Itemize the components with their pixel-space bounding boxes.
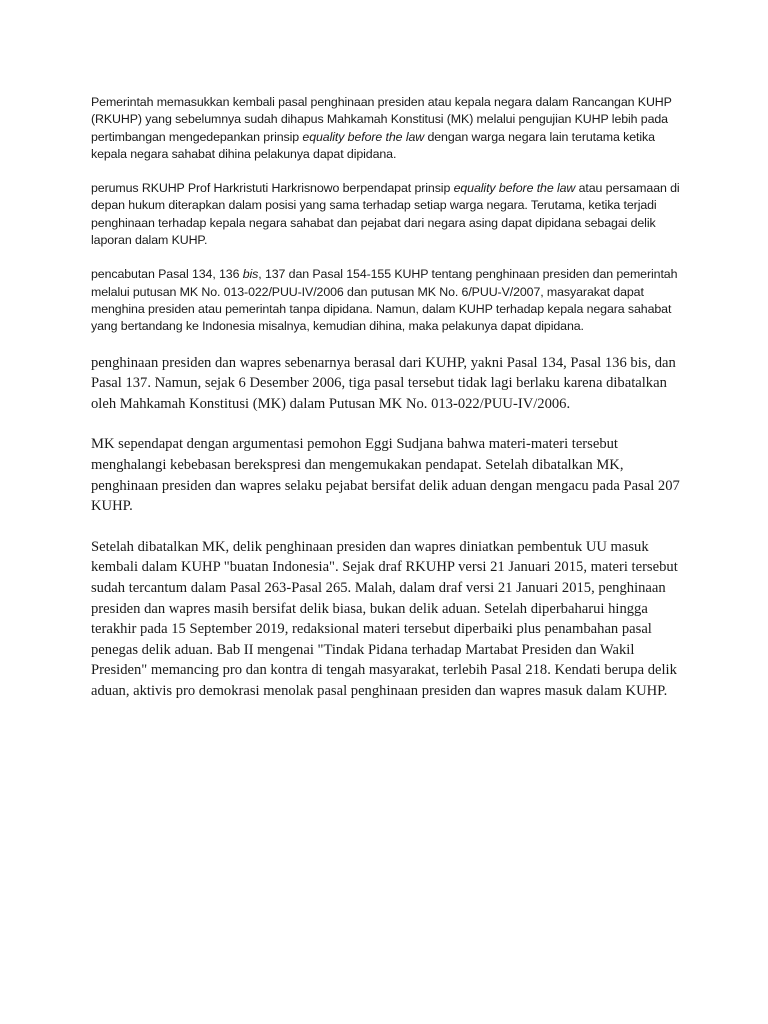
paragraph-4: penghinaan presiden dan wapres sebenarnya berasal dari KUHP, yakni Pasal 134, Pasal 136 bis, dan Pasal 137. Namun, sejak 6 Desember 2006, tiga pasal tersebut tidak lagi berlaku karena dibatalkan oleh Mahkamah Konstitusi (MK) dalam Putusan MK No. 013-022/PUU-IV/2006. — [91, 354, 676, 412]
paragraph-1: Pemerintah memasukkan kembali pasal penghinaan presiden atau kepala negara dalam Rancangan KUHP (RKUHP) yang sebelumnya sudah dihapus Mahkamah Konstitusi (MK) melalui pengujian KUHP lebih pada pertimbangan mengedepankan prinsip equality before the law dengan warga negara lain terutama ketika kepala negara sahabat dihina pelakunya dapat dipidana. — [91, 95, 672, 161]
document-page — [91, 94, 683, 721]
paragraph-5: MK sependapat dengan argumentasi pemohon Eggi Sudjana bahwa materi-materi tersebut menghalangi kebebasan berekspresi dan mengemukakan pendapat. Setelah dibatalkan MK, penghinaan presiden dan wapres selaku pejabat bersifat delik aduan dengan mengacu pada Pasal 207 KUHP. — [91, 436, 680, 515]
paragraph-2: perumus RKUHP Prof Harkristuti Harkrisnowo berpendapat prinsip equality before the law atau persamaan di depan hukum diterapkan dalam posisi yang sama terhadap setiap warga negara. Terutama, ketika terjadi penghinaan terhadap kepala negara sahabat dan pejabat dari negara asing dapat dipidana sebagai delik laporan dalam KUHP. — [91, 181, 680, 248]
paragraph-3: pencabutan Pasal 134, 136 bis, 137 dan Pasal 154-155 KUHP tentang penghinaan presiden dan pemerintah melalui putusan MK No. 013-022/PUU-IV/2006 dan putusan MK No. 6/PUU-V/2007, masyarakat dapat menghina presiden atau pemerintah tanpa dipidana. Namun, dalam KUHP terhadap kepala negara sahabat yang bertandang ke Indonesia misalnya, kemudian dihina, maka pelakunya dapat dipidana. — [91, 267, 678, 334]
paragraph-6: Setelah dibatalkan MK, delik penghinaan presiden dan wapres diniatkan pembentuk UU masuk kembali dalam KUHP "buatan Indonesia". Sejak draf RKUHP versi 21 Januari 2015, materi tersebut sudah tercantum dalam Pasal 263-Pasal 265. Malah, dalam draf versi 21 Januari 2015, penghinaan presiden dan wapres masih bersifat delik biasa, bukan delik aduan. Setelah diperbaharui hingga terakhir pada 15 September 2019, redaksional materi tersebut diperbaiki plus penambahan pasal penegas delik aduan. Bab II mengenai "Tindak Pidana terhadap Martabat Presiden dan Wakil Presiden" memancing pro dan kontra di tengah masyarakat, terlebih Pasal 218. Kendati berupa delik aduan, aktivis pro demokrasi menolak pasal penghinaan presiden dan wapres masuk dalam KUHP. — [91, 538, 678, 699]
